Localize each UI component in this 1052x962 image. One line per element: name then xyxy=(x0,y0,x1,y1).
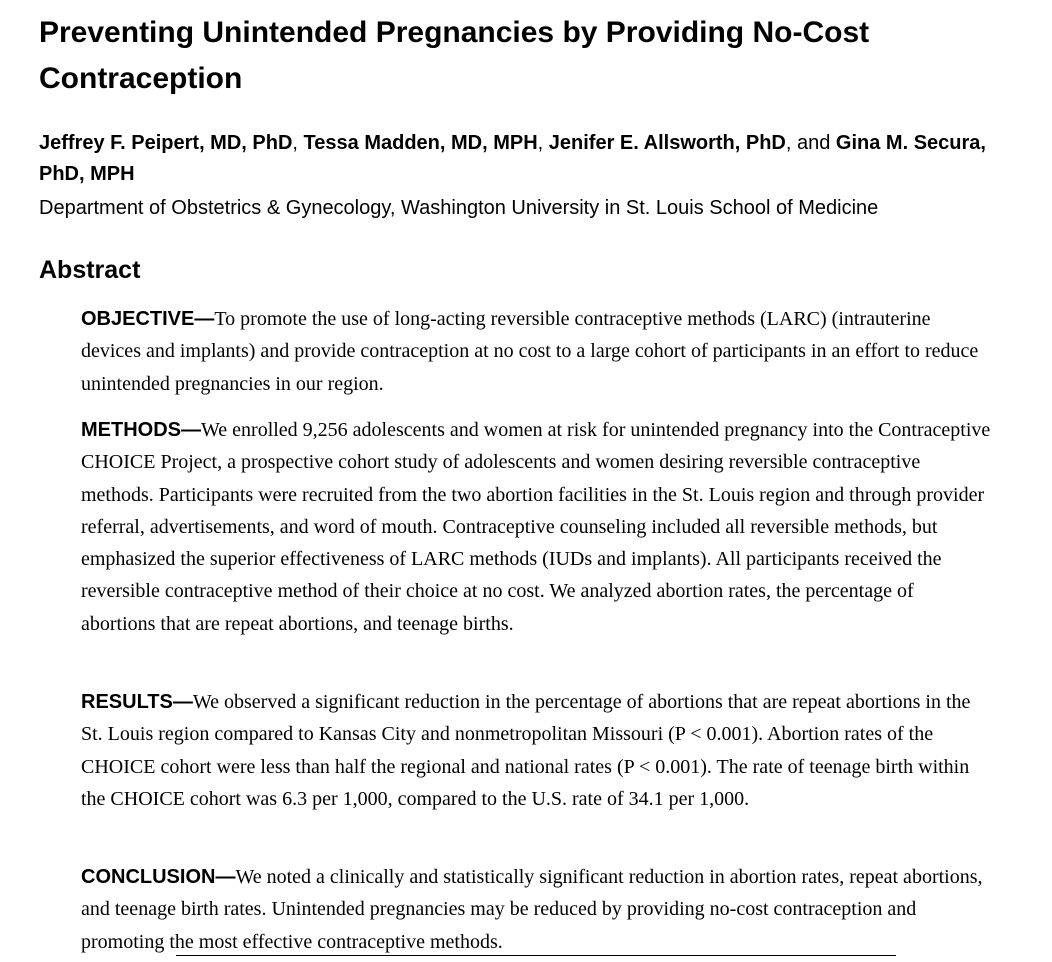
section-text: We observed a significant reduction in the percentage of abortions that are repeat abortions in the St. Louis region compared to Kansas City and nonmetropolitan Missouri (P < 0.001). Abortion rates of the CHOICE cohort were less than half the regional and national rates (P < 0.001). The rate of teenage birth within the CHOICE cohort was 6.3 per 1,000, compared to the U.S. rate of 34.1 per 1,000. xyxy=(81,691,971,810)
author-name: Gina M. Secura, PhD, MPH xyxy=(39,132,986,185)
abstract-objective xyxy=(81,303,991,400)
abstract-heading: Abstract xyxy=(39,256,141,284)
section-text: We enrolled 9,256 adolescents and women at risk for unintended pregnancy into the Contraceptive CHOICE Project, a prospective cohort study of adolescents and women desiring reversible contraceptive methods. Participants were recruited from the two abortion facilities in the St. Louis region and through provider referral, advertisements, and word of mouth. Contraceptive counseling included all reversible methods, but emphasized the superior effectiveness of LARC methods (IUDs and implants). All participants received the reversible contraceptive method of their choice at no cost. We analyzed abortion rates, the percentage of abortions that are repeat abortions, and teenage births. xyxy=(81,419,991,635)
section-label: RESULTS— xyxy=(81,691,193,713)
author-separator: , xyxy=(292,132,304,154)
section-text: To promote the use of long-acting reversible contraceptive methods (LARC) (intrauterine devices and implants) and provide contraception at no cost to a large cohort of participants in an effort to reduce unintended pregnancies in our region. xyxy=(81,308,979,395)
abstract-results xyxy=(81,686,991,815)
author-list xyxy=(39,128,1029,190)
author-separator: , and xyxy=(785,132,836,154)
author-separator: , xyxy=(537,132,549,154)
paper-title: Preventing Unintended Pregnancies by Providing No-Cost Contraception xyxy=(39,16,870,95)
abstract-methods xyxy=(81,414,991,640)
author-name: Jenifer E. Allsworth, PhD xyxy=(548,132,786,154)
section-label: METHODS— xyxy=(81,419,201,441)
footnote-divider xyxy=(176,955,896,956)
section-label: OBJECTIVE— xyxy=(81,308,215,330)
section-label: CONCLUSION— xyxy=(81,866,236,888)
author-name: Tessa Madden, MD, MPH xyxy=(303,132,538,154)
affiliation: Department of Obstetrics & Gynecology, Washington University in St. Louis School of Medicine xyxy=(39,197,879,219)
abstract-conclusion xyxy=(81,861,991,958)
author-name: Jeffrey F. Peipert, MD, PhD xyxy=(39,132,293,154)
section-text: We noted a clinically and statistically significant reduction in abortion rates, repeat abortions, and teenage birth rates. Unintended pregnancies may be reduced by providing no-cost contraception and promoting the most effective contraceptive methods. xyxy=(81,866,983,953)
